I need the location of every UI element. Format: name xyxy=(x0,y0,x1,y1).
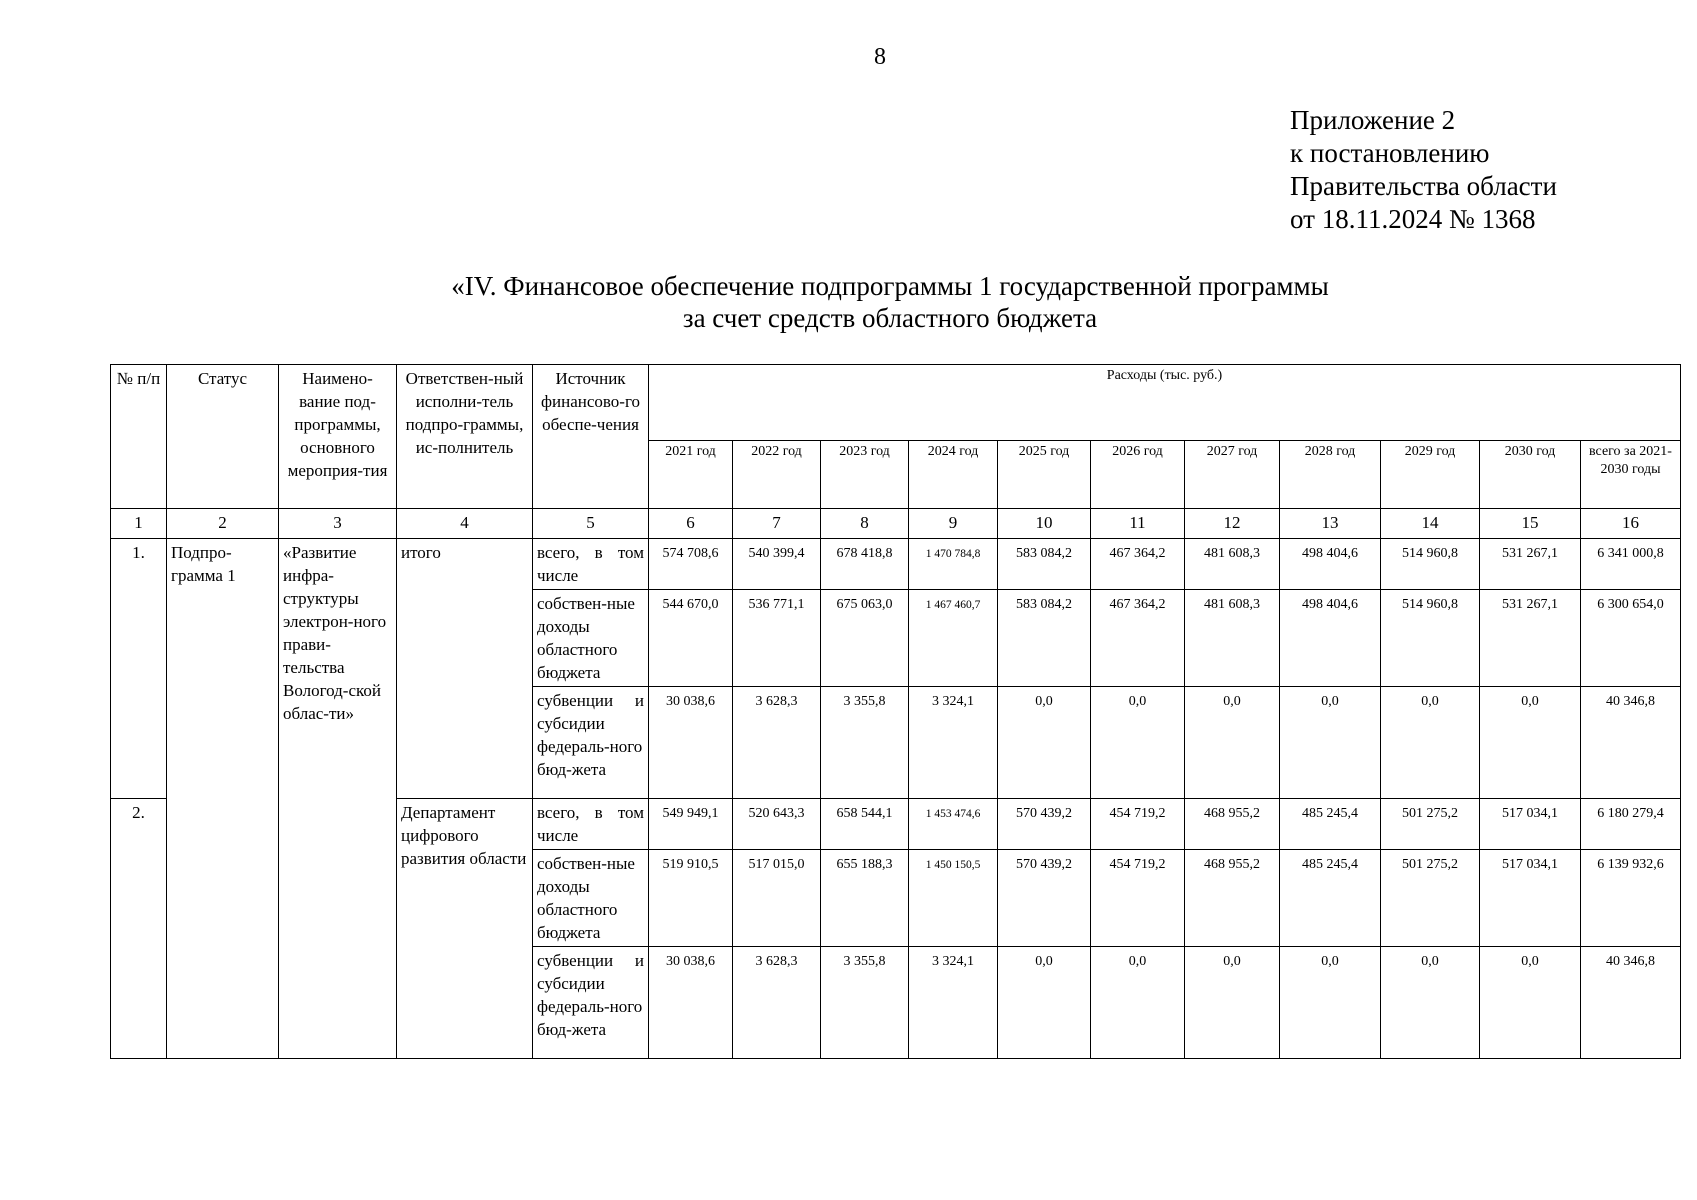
value-cell: 40 346,8 xyxy=(1581,947,1681,1059)
value-cell: 0,0 xyxy=(998,947,1091,1059)
value-cell: 0,0 xyxy=(1185,947,1280,1059)
appendix-line: к постановлению xyxy=(1290,138,1490,168)
column-number: 9 xyxy=(909,509,998,539)
value-cell: 467 364,2 xyxy=(1091,590,1185,687)
value-cell: 583 084,2 xyxy=(998,590,1091,687)
column-number: 1 xyxy=(111,509,167,539)
responsible-cell: итого xyxy=(397,539,533,799)
value-cell: 0,0 xyxy=(1091,947,1185,1059)
row-number: 1. xyxy=(111,539,167,799)
value-cell: 583 084,2 xyxy=(998,539,1091,590)
page-number: 8 xyxy=(874,44,886,70)
value-cell: 454 719,2 xyxy=(1091,799,1185,850)
financing-table xyxy=(110,364,1681,1059)
value-cell: 0,0 xyxy=(998,687,1091,799)
value-cell: 514 960,8 xyxy=(1381,539,1480,590)
appendix-line: Приложение 2 xyxy=(1290,105,1456,135)
value-cell: 549 949,1 xyxy=(649,799,733,850)
header-year: 2029 год xyxy=(1381,441,1480,509)
value-cell: 1 467 460,7 xyxy=(909,590,998,687)
value-cell: 0,0 xyxy=(1480,947,1581,1059)
value-cell: 468 955,2 xyxy=(1185,850,1280,947)
column-number: 15 xyxy=(1480,509,1581,539)
appendix-line: от 18.11.2024 № 1368 xyxy=(1290,204,1536,234)
header-responsible: Ответствен-ный исполни-тель подпро-граммы, ис-полнитель xyxy=(397,365,533,509)
source-cell: собствен-ные доходы областного бюджета xyxy=(533,590,649,687)
header-year: 2024 год xyxy=(909,441,998,509)
value-cell: 30 038,6 xyxy=(649,947,733,1059)
header-expenses: Расходы (тыс. руб.) xyxy=(649,365,1681,441)
value-cell: 467 364,2 xyxy=(1091,539,1185,590)
value-cell: 481 608,3 xyxy=(1185,539,1280,590)
value-cell: 531 267,1 xyxy=(1480,590,1581,687)
value-cell: 6 341 000,8 xyxy=(1581,539,1681,590)
column-number: 4 xyxy=(397,509,533,539)
source-cell: собствен-ные доходы областного бюджета xyxy=(533,850,649,947)
header-year: 2028 год xyxy=(1280,441,1381,509)
value-cell: 536 771,1 xyxy=(733,590,821,687)
value-cell: 6 139 932,6 xyxy=(1581,850,1681,947)
value-cell: 519 910,5 xyxy=(649,850,733,947)
value-cell: 0,0 xyxy=(1381,947,1480,1059)
value-cell: 531 267,1 xyxy=(1480,539,1581,590)
column-number: 16 xyxy=(1581,509,1681,539)
source-cell: субвенции и субсидии федераль-ного бюд-жета xyxy=(533,947,649,1059)
value-cell: 501 275,2 xyxy=(1381,799,1480,850)
column-number: 5 xyxy=(533,509,649,539)
header-name: Наимено-вание под-программы, основного мероприя-тия xyxy=(279,365,397,509)
value-cell: 6 180 279,4 xyxy=(1581,799,1681,850)
value-cell: 3 355,8 xyxy=(821,947,909,1059)
value-cell: 520 643,3 xyxy=(733,799,821,850)
value-cell: 0,0 xyxy=(1381,687,1480,799)
value-cell: 454 719,2 xyxy=(1091,850,1185,947)
value-cell: 485 245,4 xyxy=(1280,850,1381,947)
value-cell: 655 188,3 xyxy=(821,850,909,947)
appendix-note xyxy=(1290,104,1557,236)
column-number: 14 xyxy=(1381,509,1480,539)
value-cell: 514 960,8 xyxy=(1381,590,1480,687)
column-number: 8 xyxy=(821,509,909,539)
value-cell: 0,0 xyxy=(1480,687,1581,799)
column-number: 2 xyxy=(167,509,279,539)
header-year: 2027 год xyxy=(1185,441,1280,509)
document-title xyxy=(260,270,1520,334)
header-year: 2025 год xyxy=(998,441,1091,509)
value-cell: 540 399,4 xyxy=(733,539,821,590)
value-cell: 570 439,2 xyxy=(998,799,1091,850)
responsible-cell: Департамент цифрового развития области xyxy=(397,799,533,1059)
value-cell: 498 404,6 xyxy=(1280,590,1381,687)
table-row xyxy=(111,539,1681,590)
title-line: «IV. Финансовое обеспечение подпрограммы 1 государственной программы xyxy=(451,271,1329,301)
value-cell: 0,0 xyxy=(1091,687,1185,799)
value-cell: 544 670,0 xyxy=(649,590,733,687)
value-cell: 517 015,0 xyxy=(733,850,821,947)
header-year: 2030 год xyxy=(1480,441,1581,509)
value-cell: 517 034,1 xyxy=(1480,850,1581,947)
value-cell: 675 063,0 xyxy=(821,590,909,687)
title-line: за счет средств областного бюджета xyxy=(682,303,1098,333)
header-source: Источник финансово-го обеспе-чения xyxy=(533,365,649,509)
header-year: всего за 2021-2030 годы xyxy=(1581,441,1681,509)
column-number: 10 xyxy=(998,509,1091,539)
column-number: 13 xyxy=(1280,509,1381,539)
value-cell: 517 034,1 xyxy=(1480,799,1581,850)
header-num: № п/п xyxy=(111,365,167,509)
value-cell: 570 439,2 xyxy=(998,850,1091,947)
column-number: 12 xyxy=(1185,509,1280,539)
value-cell: 30 038,6 xyxy=(649,687,733,799)
value-cell: 501 275,2 xyxy=(1381,850,1480,947)
header-year: 2021 год xyxy=(649,441,733,509)
value-cell: 468 955,2 xyxy=(1185,799,1280,850)
value-cell: 3 628,3 xyxy=(733,947,821,1059)
value-cell: 481 608,3 xyxy=(1185,590,1280,687)
column-number: 7 xyxy=(733,509,821,539)
source-cell: субвенции и субсидии федераль-ного бюд-жета xyxy=(533,687,649,799)
value-cell: 574 708,6 xyxy=(649,539,733,590)
column-number: 11 xyxy=(1091,509,1185,539)
header-year: 2026 год xyxy=(1091,441,1185,509)
appendix-line: Правительства области xyxy=(1290,171,1557,201)
source-cell: всего, в том числе xyxy=(533,539,649,590)
value-cell: 3 628,3 xyxy=(733,687,821,799)
value-cell: 0,0 xyxy=(1280,947,1381,1059)
value-cell: 1 450 150,5 xyxy=(909,850,998,947)
row-number: 2. xyxy=(111,799,167,1059)
value-cell: 3 324,1 xyxy=(909,947,998,1059)
column-number: 6 xyxy=(649,509,733,539)
value-cell: 0,0 xyxy=(1280,687,1381,799)
value-cell: 40 346,8 xyxy=(1581,687,1681,799)
program-name-cell: «Развитие инфра-структуры электрон-ного прави-тельства Вологод-ской облас-ти» xyxy=(279,539,397,1059)
value-cell: 3 324,1 xyxy=(909,687,998,799)
value-cell: 485 245,4 xyxy=(1280,799,1381,850)
header-year: 2022 год xyxy=(733,441,821,509)
value-cell: 1 470 784,8 xyxy=(909,539,998,590)
value-cell: 658 544,1 xyxy=(821,799,909,850)
value-cell: 3 355,8 xyxy=(821,687,909,799)
value-cell: 678 418,8 xyxy=(821,539,909,590)
header-year: 2023 год xyxy=(821,441,909,509)
value-cell: 0,0 xyxy=(1185,687,1280,799)
value-cell: 1 453 474,6 xyxy=(909,799,998,850)
column-number: 3 xyxy=(279,509,397,539)
source-cell: всего, в том числе xyxy=(533,799,649,850)
status-cell: Подпро-грамма 1 xyxy=(167,539,279,1059)
header-status: Статус xyxy=(167,365,279,509)
value-cell: 6 300 654,0 xyxy=(1581,590,1681,687)
value-cell: 498 404,6 xyxy=(1280,539,1381,590)
